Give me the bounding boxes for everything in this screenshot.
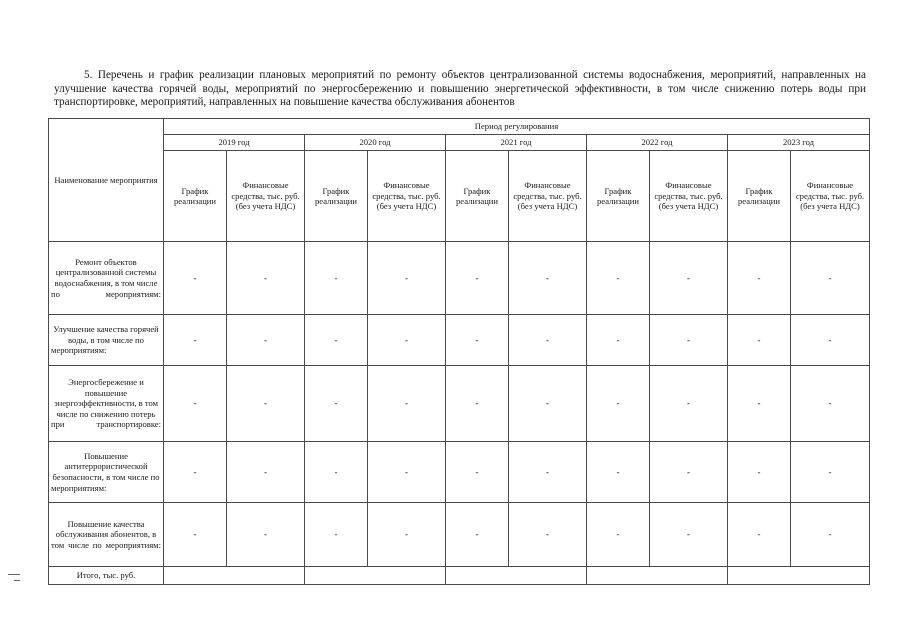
section-heading: 5. Перечень и график реализации плановых мероприятий по ремонту объектов централизованной системы водоснабжения, мероприятий, направленных на улучшение качества горячей воды, мероприятий по энергосбережению и повышению энергетической эффективности, в том числе снижению потерь воды при транспортировке, мероприятий, направленных на повышение качества обслуживания абонентов	[54, 69, 866, 109]
value-cell: -	[305, 242, 368, 315]
value-cell: -	[587, 315, 650, 366]
value-cell: -	[446, 442, 509, 503]
year-header: 2021 год	[446, 135, 587, 151]
plan-table	[48, 118, 870, 585]
value-cell: -	[164, 242, 227, 315]
total-label: Итого, тыс. руб.	[49, 567, 164, 585]
total-cell	[305, 567, 446, 585]
value-cell: -	[227, 503, 305, 567]
value-cell: -	[650, 366, 728, 442]
value-cell: -	[164, 315, 227, 366]
total-cell	[164, 567, 305, 585]
value-cell: -	[650, 242, 728, 315]
value-cell: -	[305, 366, 368, 442]
value-cell: -	[728, 242, 791, 315]
table-row	[49, 442, 870, 503]
funds-header: Финансовые средства, тыс. руб. (без учета НДС)	[227, 151, 305, 242]
period-header: Период регулирования	[164, 119, 870, 135]
activity-name: Энергосбережение и повышение энергоэффективности, в том числе по снижению потерь при транспортировке:	[49, 366, 164, 442]
value-cell: -	[164, 366, 227, 442]
value-cell: -	[164, 503, 227, 567]
activity-name: Повышение антитеррористической безопасности, в том числе по мероприятиям:	[49, 442, 164, 503]
value-cell: -	[728, 315, 791, 366]
value-cell: -	[446, 315, 509, 366]
margin-mark	[8, 574, 20, 575]
table-row	[49, 503, 870, 567]
year-header: 2023 год	[728, 135, 870, 151]
value-cell: -	[227, 242, 305, 315]
total-cell	[446, 567, 587, 585]
value-cell: -	[587, 503, 650, 567]
value-cell: -	[368, 503, 446, 567]
total-cell	[587, 567, 728, 585]
value-cell: -	[368, 442, 446, 503]
schedule-header: График реализации	[446, 151, 509, 242]
value-cell: -	[650, 315, 728, 366]
total-cell	[728, 567, 870, 585]
year-header: 2022 год	[587, 135, 728, 151]
value-cell: -	[509, 442, 587, 503]
table-row	[49, 366, 870, 442]
value-cell: -	[728, 442, 791, 503]
value-cell: -	[791, 242, 870, 315]
value-cell: -	[509, 503, 587, 567]
value-cell: -	[509, 315, 587, 366]
funds-header: Финансовые средства, тыс. руб. (без учета НДС)	[650, 151, 728, 242]
year-header: 2019 год	[164, 135, 305, 151]
value-cell: -	[791, 503, 870, 567]
value-cell: -	[227, 315, 305, 366]
value-cell: -	[227, 442, 305, 503]
year-header: 2020 год	[305, 135, 446, 151]
value-cell: -	[368, 315, 446, 366]
value-cell: -	[791, 442, 870, 503]
activity-name: Ремонт объектов централизованной системы водоснабжения, в том числе по мероприятиям:	[49, 242, 164, 315]
value-cell: -	[650, 442, 728, 503]
value-cell: -	[587, 366, 650, 442]
funds-header: Финансовые средства, тыс. руб. (без учета НДС)	[791, 151, 870, 242]
value-cell: -	[650, 503, 728, 567]
value-cell: -	[446, 242, 509, 315]
total-row	[49, 567, 870, 585]
value-cell: -	[305, 315, 368, 366]
name-header: Наименование мероприятия	[49, 119, 164, 242]
schedule-header: График реализации	[728, 151, 791, 242]
table-row	[49, 242, 870, 315]
funds-header: Финансовые средства, тыс. руб. (без учета НДС)	[509, 151, 587, 242]
funds-header: Финансовые средства, тыс. руб. (без учета НДС)	[368, 151, 446, 242]
value-cell: -	[446, 366, 509, 442]
value-cell: -	[791, 315, 870, 366]
activity-name: Повышение качества обслуживания абонентов, в том числе по мероприятиям:	[49, 503, 164, 567]
schedule-header: График реализации	[587, 151, 650, 242]
value-cell: -	[791, 366, 870, 442]
value-cell: -	[446, 503, 509, 567]
value-cell: -	[305, 442, 368, 503]
value-cell: -	[509, 242, 587, 315]
activity-name: Улучшение качества горячей воды, в том числе по мероприятиям:	[49, 315, 164, 366]
value-cell: -	[728, 503, 791, 567]
value-cell: -	[368, 242, 446, 315]
value-cell: -	[368, 366, 446, 442]
value-cell: -	[587, 442, 650, 503]
schedule-header: График реализации	[164, 151, 227, 242]
table-row	[49, 315, 870, 366]
value-cell: -	[728, 366, 791, 442]
value-cell: -	[509, 366, 587, 442]
margin-mark	[14, 580, 20, 581]
schedule-header: График реализации	[305, 151, 368, 242]
value-cell: -	[164, 442, 227, 503]
value-cell: -	[227, 366, 305, 442]
value-cell: -	[587, 242, 650, 315]
value-cell: -	[305, 503, 368, 567]
